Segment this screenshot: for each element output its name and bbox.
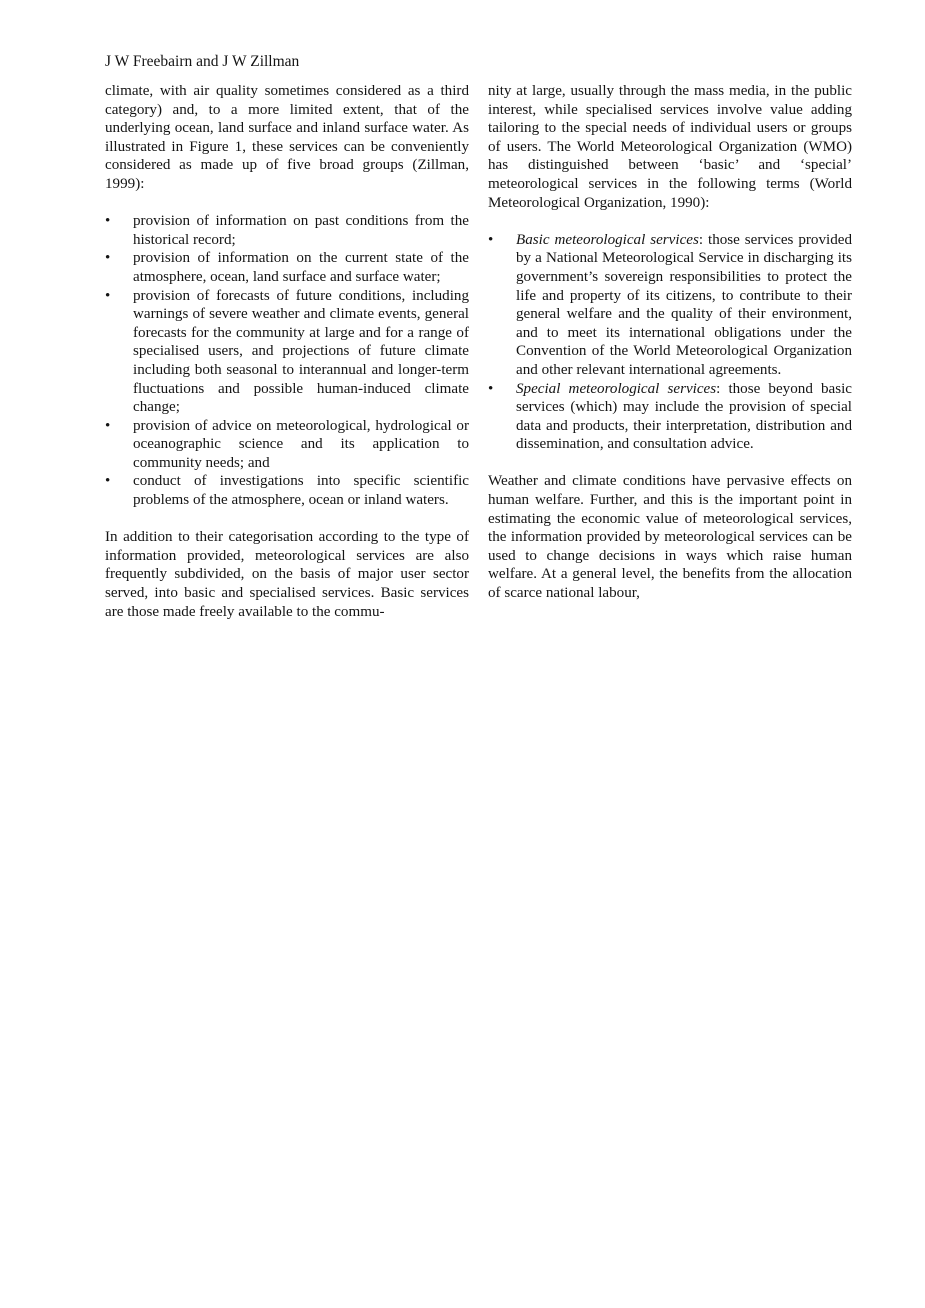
right-column bbox=[488, 82, 852, 603]
list-item bbox=[105, 249, 469, 286]
running-head-authors: J W Freebairn and J W Zillman bbox=[105, 53, 300, 70]
definition-term: Basic meteorological services bbox=[516, 231, 699, 248]
definition-text: : those services provided by a National Meteorological Service in discharging its government’s sovereign responsibilities to protect the life and property of its citizens, to contribute to their general welfare and the quality of their environment, and to meet its international obligations under the Convention of the World Meteorological Organization and other relevant international agreements. bbox=[516, 231, 853, 378]
definition-basic-services bbox=[488, 231, 852, 380]
list-item-text: provision of information on past conditions from the historical record; bbox=[133, 213, 469, 248]
bullet-icon: • bbox=[105, 473, 111, 490]
list-item bbox=[105, 287, 469, 417]
intro-paragraph: climate, with air quality sometimes considered as a third category) and, to a more limited extent, that of the underlying ocean, land surface and inland surface water. As illustrated in Figure 1, these services can be conveniently considered as made up of five broad groups (Zillman, 1999): bbox=[105, 83, 469, 192]
list-item bbox=[105, 472, 469, 509]
definition-text: : those beyond basic services (which) may include the provision of special data and products, their interpretation, distribution and dissemination, and consultation advice. bbox=[516, 380, 853, 453]
list-item-text: conduct of investigations into specific scientific problems of the atmosphere, ocean or inland waters. bbox=[133, 473, 469, 509]
list-item-text: provision of advice on meteorological, hydrological or oceanographic science and its application to community needs; and bbox=[133, 417, 469, 471]
list-item-text: provision of forecasts of future conditions, including warnings of severe weather and climate events, general forecasts for the community at large and for a range of specialised users, and projections of future climate including both seasonal to interannual and longer-term fluctuations and possible human-induced climate change; bbox=[133, 287, 469, 416]
categorisation-paragraph: In addition to their categorisation according to the type of information provided, meteorological services are also frequently subdivided, on the basis of major user sector served, into basic and specialised services. Basic services are those made freely available to the commu- bbox=[105, 529, 469, 620]
bullet-icon: • bbox=[488, 231, 494, 248]
bullet-icon: • bbox=[105, 250, 111, 267]
welfare-paragraph: Weather and climate conditions have pervasive effects on human welfare. Further, and this is the important point in estimating the economic value of meteorological services, the information provided by meteorological services can be used to change decisions in ways which raise human welfare. At a general level, the benefits from the allocation of scarce national labour, bbox=[488, 473, 852, 602]
list-item bbox=[105, 212, 469, 249]
left-column bbox=[105, 82, 469, 621]
bullet-icon: • bbox=[105, 213, 111, 230]
bullet-icon: • bbox=[105, 287, 111, 304]
wmo-definitions-list bbox=[488, 231, 852, 454]
wmo-intro-paragraph: nity at large, usually through the mass media, in the public interest, while specialised services involve value adding tailoring to the special needs of individual users or groups of users. The World Meteorological Organization (WMO) has distinguished between ‘basic’ and ‘special’ meteorological services in the following terms (World Meteorological Organization, 1990): bbox=[488, 83, 852, 211]
bullet-icon: • bbox=[488, 380, 494, 397]
definition-special-services bbox=[488, 380, 852, 454]
list-item-text: provision of information on the current state of the atmosphere, ocean, land surface and surface water; bbox=[133, 250, 469, 285]
service-groups-list bbox=[105, 212, 469, 510]
definition-term: Special meteorological services bbox=[516, 380, 717, 397]
list-item bbox=[105, 417, 469, 473]
bullet-icon: • bbox=[105, 417, 111, 434]
